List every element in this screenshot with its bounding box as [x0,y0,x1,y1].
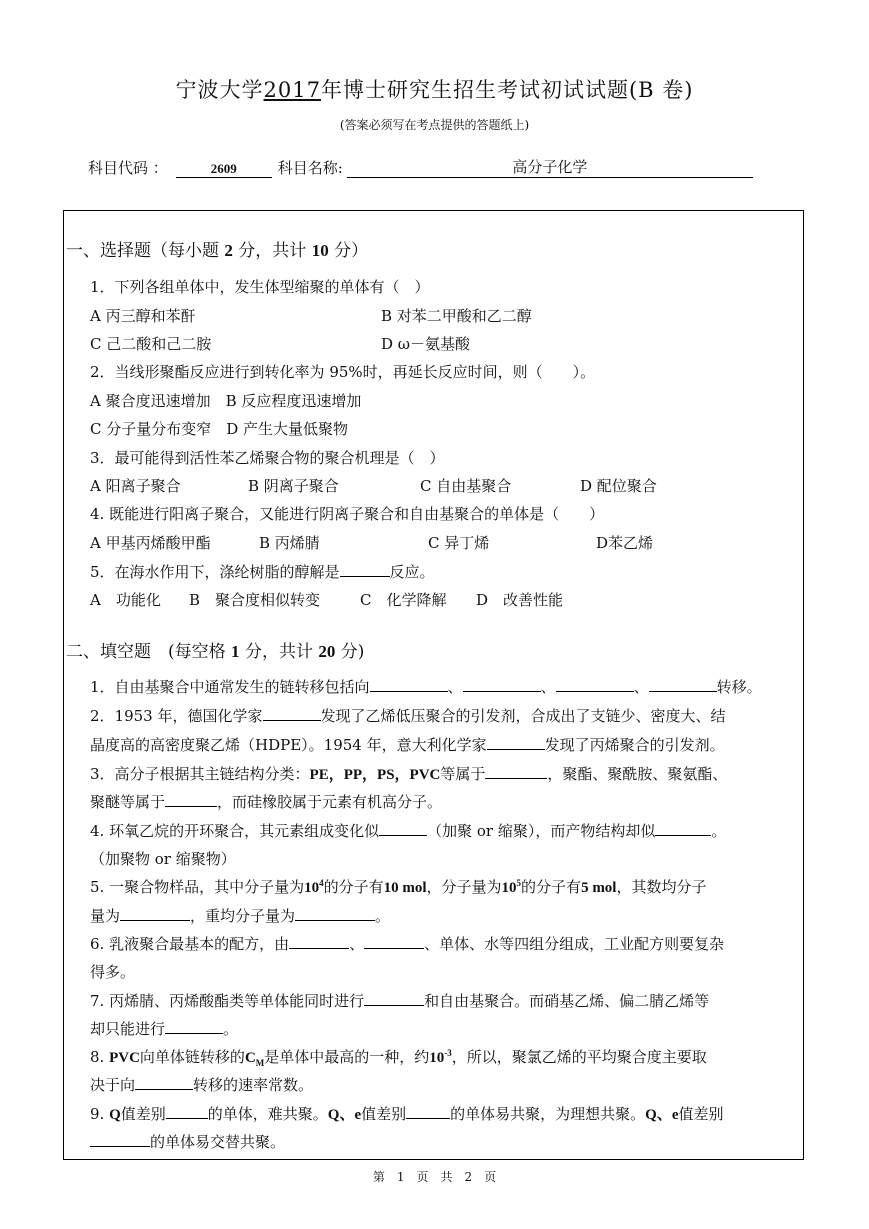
answer-blank [135,1075,193,1090]
subject-code: 2609 [176,161,272,178]
answer-blank [655,821,711,836]
fill-2-line1: 2．1953 年，德国化学家 发现了乙烯低压聚合的引发剂，合成出了支链少、密度大、结 [90,707,726,725]
answer-blank [165,1019,223,1034]
option-1c: C 己二酸和己二胺 [90,335,212,353]
fill-5-line1: 5. 一聚合物样品，其中分子量为$10^4$的分子有10 mol，分子量为$10^5$的分子有5 mol，其数均分子 [90,878,707,896]
question-2: 2．当线形聚酯反应进行到转化率为 95%时，再延长反应时间，则（ ）。 [90,363,596,381]
code-label: 科目代码 ： [88,159,168,177]
fill-6-line2: 得多。 [90,963,136,981]
answer-blank [463,677,541,692]
answer-blank [649,677,717,692]
option-4a: A 甲基丙烯酸甲酯 [90,534,211,552]
option-3b: B 阴离子聚合 [248,477,339,495]
fill-8-line2: 决于向 转移的速率常数。 [90,1076,314,1094]
question-1: 1．下列各组单体中，发生体型缩聚的单体有（ ） [90,278,430,296]
fill-6-line1: 6. 乳液聚合最基本的配方，由 、 、单体、水等四组分组成，工业配方则要复杂 [90,935,725,953]
option-1d: D ω－氨基酸 [381,335,471,353]
question-4: 4. 既能进行阳离子聚合，又能进行阴离子聚合和自由基聚合的单体是（ ） [90,505,605,523]
answer-blank [370,677,448,692]
answer-blank [90,1132,150,1147]
fill-3-line2: 聚醚等属于 ，而硅橡胶属于元素有机高分子。 [90,793,443,811]
answer-blank [364,991,424,1006]
question-3: 3．最可能得到活性苯乙烯聚合物的聚合机理是（ ） [90,449,445,467]
fill-8-line1: 8. PVC向单体链转移的$C_M$是单体中最高的一种，约$10^{-3}$，所以，聚氯乙烯的平均聚合度主要取 [90,1048,707,1068]
option-5c: C 化学降解 [360,591,447,609]
answer-blank [289,934,349,949]
section-heading-choice: 一、选择题（每小题 2 分，共计 10 分） [66,241,369,261]
answer-blank [165,792,217,807]
option-3a: A 阳离子聚合 [90,477,181,495]
exam-subtitle: (答案必须写在考点提供的答题纸上) [339,118,530,132]
option-5d: D 改善性能 [476,591,564,609]
answer-blank [263,706,321,721]
fill-4-line2: （加聚物 or 缩聚物） [90,850,236,868]
answer-blank [364,934,424,949]
section-heading-fill: 二、填空题 (每空格 1 分，共计 20 分) [66,642,365,662]
name-label: 科目名称: [277,159,343,177]
option-4d: D苯乙烯 [596,534,654,552]
answer-blank [406,1104,450,1119]
page-footer: 第 1 页 共 2 页 [372,1170,497,1184]
fill-2-line2: 晶度高的高密度聚乙烯（HDPE）。1954 年，意大利化学家 发现了丙烯聚合的引发剂。 [90,736,725,754]
fill-3-line1: 3．高分子根据其主链结构分类：PE，PP，PS，PVC等属于 ，聚酯、聚酰胺、聚氨酯、 [90,765,728,783]
option-4b: B 丙烯腈 [259,534,320,552]
fill-1: 1．自由基聚合中通常发生的链转移包括向 、 、 、 转移。 [90,678,762,696]
option-5b: B 聚合度相似转变 [189,591,321,609]
subject-meta [88,156,753,178]
fill-9-line1: 9. Q值差别 的单体，难共聚。Q、e值差别 的单体易共聚，为理想共聚。Q、e值差别 [90,1105,724,1123]
fill-4-line1: 4. 环氧乙烷的开环聚合，其元素组成变化似 （加聚 or 缩聚），而产物结构却似 。 [90,822,727,840]
option-4c: C 异丁烯 [428,534,490,552]
answer-blank [340,562,390,577]
answer-blank [295,906,375,921]
option-1a: A 丙三醇和苯酐 [90,307,196,325]
answer-blank [485,764,547,779]
answer-blank [556,677,634,692]
fill-7-line2: 却只能进行 。 [90,1020,239,1038]
option-3c: C 自由基聚合 [420,477,512,495]
answer-blank [487,735,545,750]
fill-7-line1: 7. 丙烯腈、丙烯酸酯类等单体能同时进行 和自由基聚合。而硝基乙烯、偏二腈乙烯等 [90,992,710,1010]
fill-5-line2: 量为 ，重均分子量为 。 [90,907,391,925]
answer-blank [166,1104,208,1119]
exam-year: 2017 [263,78,321,102]
options-2ab: A 聚合度迅速增加 B 反应程度迅速增加 [90,392,362,410]
option-3d: D 配位聚合 [580,477,657,495]
answer-blank [379,821,427,836]
answer-blank [120,906,190,921]
options-2cd: C 分子量分布变窄 D 产生大量低聚物 [90,420,349,438]
fill-9-line2: 的单体易交替共聚。 [90,1131,285,1152]
exam-title: 宁波大学2017年博士研究生招生考试初试试题(B 卷) [175,78,694,102]
question-5: 5．在海水作用下，涤纶树脂的醇解是 反应。 [90,563,435,581]
option-1b: B 对苯二甲酸和乙二醇 [381,307,532,325]
option-5a: A 功能化 [90,591,161,609]
subject-name: 高分子化学 [347,156,753,178]
